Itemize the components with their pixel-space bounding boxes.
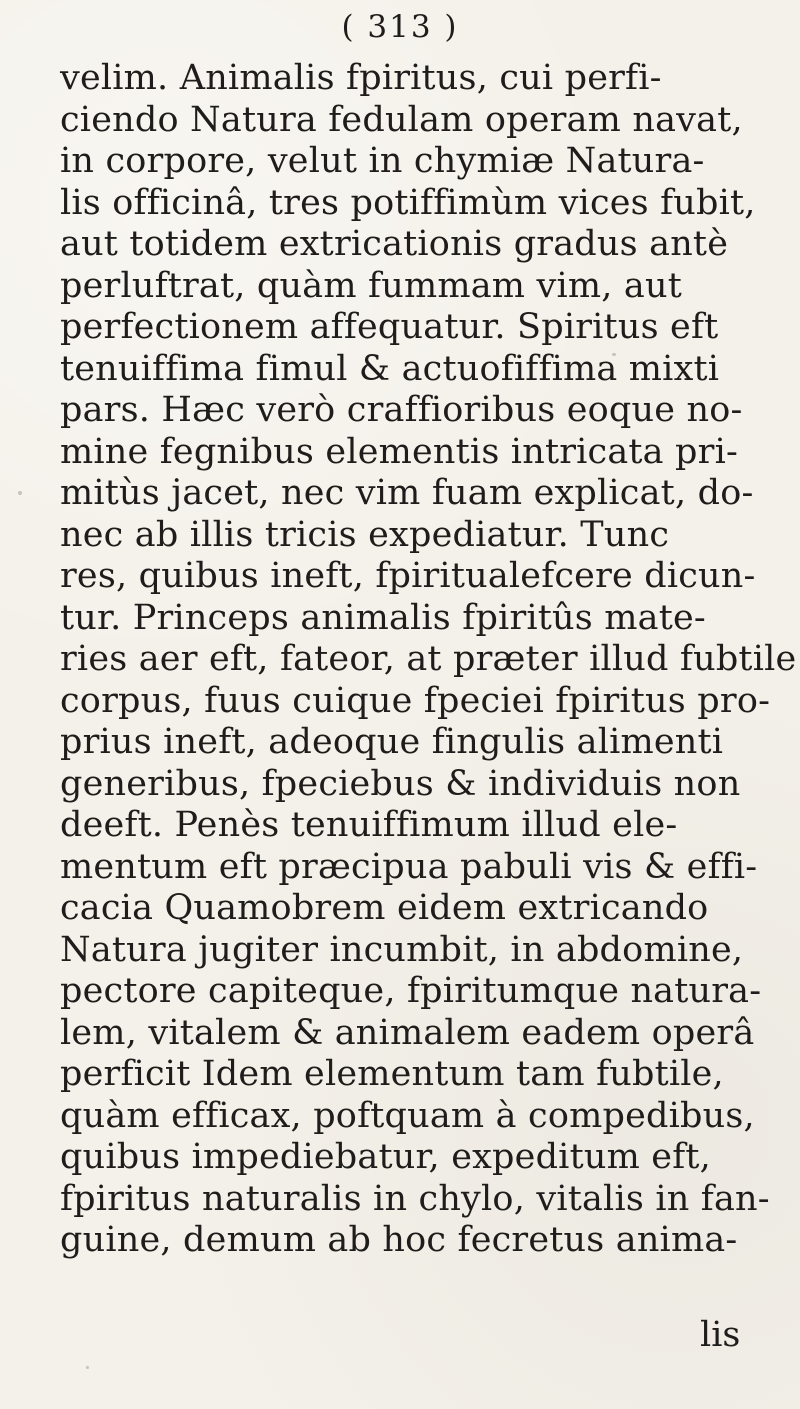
text-line: lis officinâ, tres potiffimùm vices fubit, (60, 182, 756, 223)
text-line: perfectionem affequatur. Spiritus eft (60, 307, 719, 347)
text-line: ries aer eft, fateor, at præter illud fubtile (60, 639, 797, 679)
text-line: ciendo Natura fedulam operam navat, (60, 99, 743, 140)
text-line: perluftrat, quàm fummam vim, aut (60, 265, 682, 306)
text-line: deeft. Penès tenuiffimum illud ele- (60, 805, 678, 845)
text-line: res, quibus ineft, fpiritualefcere dicun- (60, 556, 756, 596)
text-line: pectore capiteque, fpiritumque natura- (60, 971, 762, 1011)
catchword: lis (700, 1315, 741, 1355)
text-line: in corpore, velut in chymiæ Natura- (60, 141, 705, 181)
text-line: mine fegnibus elementis intricata pri- (60, 431, 739, 472)
text-line: tur. Princeps animalis fpiritûs mate- (60, 597, 706, 638)
text-line: quibus impediebatur, expeditum eft, (60, 1137, 711, 1177)
text-line: Natura jugiter incumbit, in abdomine, (60, 929, 744, 970)
text-line: perficit Idem elementum tam fubtile, (60, 1054, 724, 1094)
text-line: quàm efficax, poftquam à compedibus, (60, 1095, 755, 1136)
paper-speck (18, 491, 22, 495)
paper-speck (86, 1366, 89, 1369)
text-line: generibus, fpeciebus & individuis non (60, 763, 741, 804)
text-line: tenuiffima fimul & actuofiffima mixti (60, 348, 720, 389)
text-line: mitùs jacet, nec vim fuam explicat, do- (60, 473, 754, 513)
text-line: prius ineft, adeoque fingulis alimenti (60, 722, 724, 762)
text-line: cacia Quamobrem eidem extricando (60, 888, 709, 928)
text-line: guine, demum ab hoc fecretus anima- (60, 1220, 738, 1260)
paper-speck (612, 353, 616, 356)
page-number-header: ( 313 ) (341, 9, 459, 45)
text-line: fpiritus naturalis in chylo, vitalis in fan- (60, 1178, 770, 1219)
text-line: corpus, fuus cuique fpeciei fpiritus pro- (60, 680, 771, 721)
body-text (60, 58, 797, 1262)
text-line: aut totidem extricationis gradus antè (60, 224, 729, 264)
text-line: mentum eft præcipua pabuli vis & effi- (60, 846, 758, 887)
text-line: velim. Animalis fpiritus, cui perfi- (60, 58, 662, 98)
text-line: nec ab illis tricis expediatur. Tunc (60, 514, 670, 555)
text-line: pars. Hæc verò craffioribus eoque no- (60, 390, 743, 430)
text-line: lem, vitalem & animalem eadem operâ (60, 1012, 755, 1053)
